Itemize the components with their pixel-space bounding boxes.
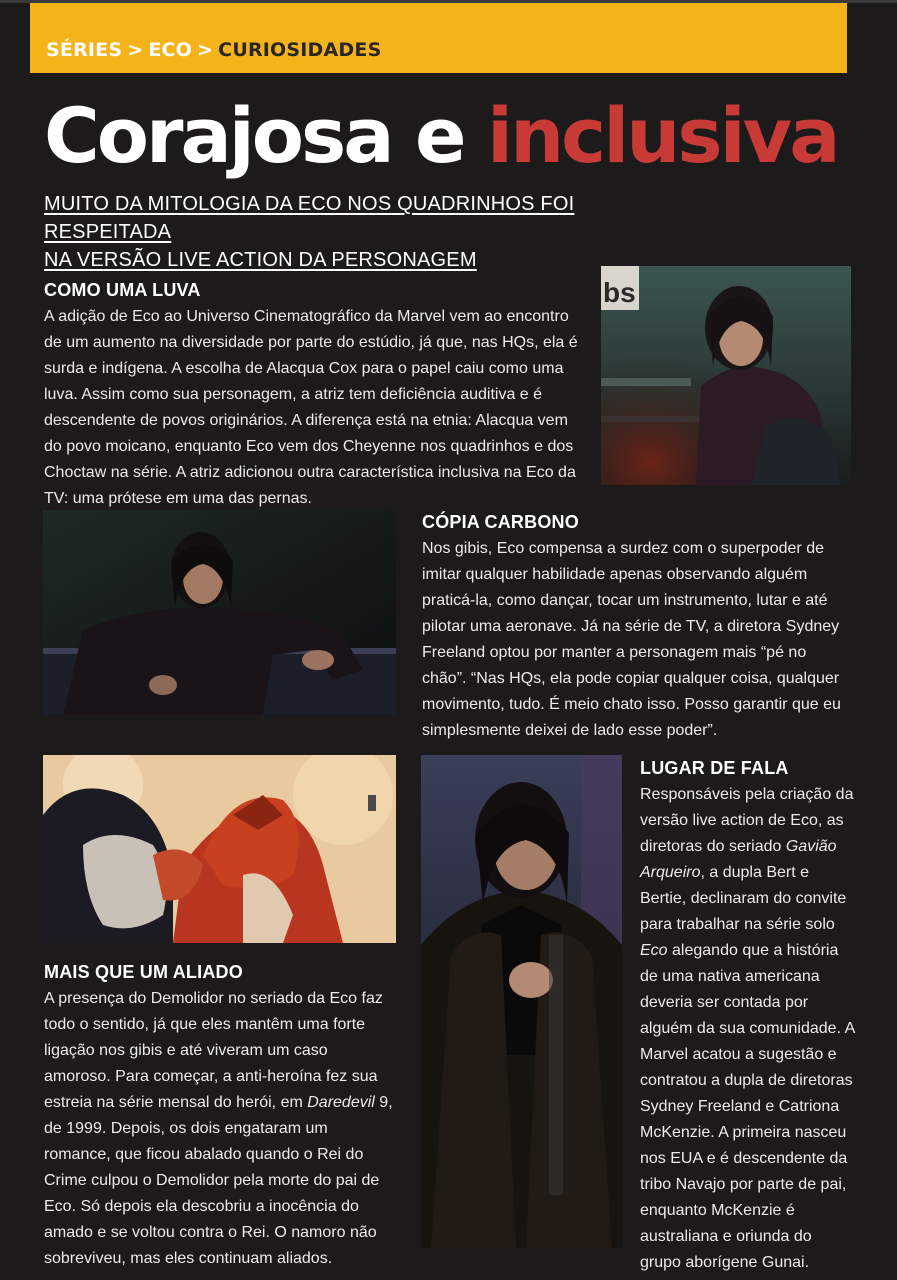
section-body: A presença do Demolidor no seriado da Eco faz todo o sentido, já que eles mantêm uma forte ligação nos gibis e até viveram um caso amoroso. Para começar, a anti-heroína fez sua estreia na série mensal do herói, em Daredevil 9, de 1999. Depois, os dois engataram um romance, que ficou abalado quando o Rei do Crime culpou o Demolidor pela morte do pai de Eco. Só depois ela descobriu a inocência do amado e se voltou contra o Rei. O namoro não sobreviveu, mas eles continuam aliados.: [44, 990, 393, 1267]
section-banner: [30, 3, 847, 73]
photo-eco-portrait: [421, 755, 622, 1248]
photo-comic-panel: [43, 755, 396, 943]
breadcrumb-current: CURIOSIDADES: [218, 39, 382, 61]
title-part-2: inclusiva: [487, 91, 838, 180]
section-lugar-de-fala: [640, 758, 855, 1276]
breadcrumb-series[interactable]: SÉRIES: [46, 39, 123, 61]
section-como-uma-luva: [44, 280, 584, 512]
breadcrumb-eco[interactable]: ECO: [148, 39, 193, 61]
section-body: A adição de Eco ao Universo Cinematográfico da Marvel vem ao encontro de um aumento na diversidade por parte do estúdio, já que, nas HQs, ela é surda e indígena. A escolha de Alacqua Cox para o papel caiu como uma luva. Assim como sua personagem, a atriz tem deficiência auditiva e é descendente de povos originários. A diferença está na etnia: Alacqua vem do povo moicano, enquanto Eco vem dos Cheyenne nos quadrinhos e dos Choctaw na série. A atriz adicionou outra característica inclusiva na Eco da TV: uma prótese em uma das pernas.: [44, 308, 578, 507]
page-subtitle: [44, 190, 644, 274]
photo-eco-sitting: [601, 266, 851, 485]
title-part-1: Corajosa e: [44, 91, 464, 180]
breadcrumb-separator: >: [197, 39, 214, 61]
section-body: Nos gibis, Eco compensa a surdez com o superpoder de imitar qualquer habilidade apenas observando alguém praticá-la, como dançar, tocar um instrumento, lutar e até pilotar uma aeronave. Já na série de TV, a diretora Sydney Freeland optou por manter a personagem mais “pé no chão”. “Nas HQs, ela pode copiar qualquer coisa, qualquer movimento, tudo. É meio chato isso. Posso garantir que eu simplesmente deixei de lado esse poder”.: [422, 540, 841, 739]
page-title: [44, 91, 838, 180]
section-heading: LUGAR DE FALA: [640, 758, 789, 778]
breadcrumb: [46, 39, 381, 61]
section-heading: CÓPIA CARBONO: [422, 512, 579, 532]
subtitle-line-1: MUITO DA MITOLOGIA DA ECO NOS QUADRINHOS FOI RESPEITADA: [44, 193, 575, 243]
section-mais-que-um-aliado: [44, 962, 396, 1272]
breadcrumb-separator: >: [127, 39, 144, 61]
section-copia-carbono: [422, 512, 847, 744]
subtitle-line-2: NA VERSÃO LIVE ACTION DA PERSONAGEM: [44, 249, 477, 271]
photo-eco-night: [43, 510, 396, 715]
photo-sign-text: bs: [603, 277, 636, 308]
section-heading: MAIS QUE UM ALIADO: [44, 962, 243, 982]
section-body: Responsáveis pela criação da versão live action de Eco, as diretoras do seriado Gavião Arqueiro, a dupla Bert e Bertie, declinaram do convite para trabalhar na série solo Eco alegando que a história de uma nativa americana deveria ser contada por alguém da sua comunidade. A Marvel acatou a sugestão e contratou a dupla de diretoras Sydney Freeland e Catriona McKenzie. A primeira nasceu nos EUA e é descendente da tribo Navajo por parte de pai, enquanto McKenzie é australiana e oriunda do grupo aborígene Gunai.: [640, 786, 855, 1271]
section-heading: COMO UMA LUVA: [44, 280, 201, 300]
